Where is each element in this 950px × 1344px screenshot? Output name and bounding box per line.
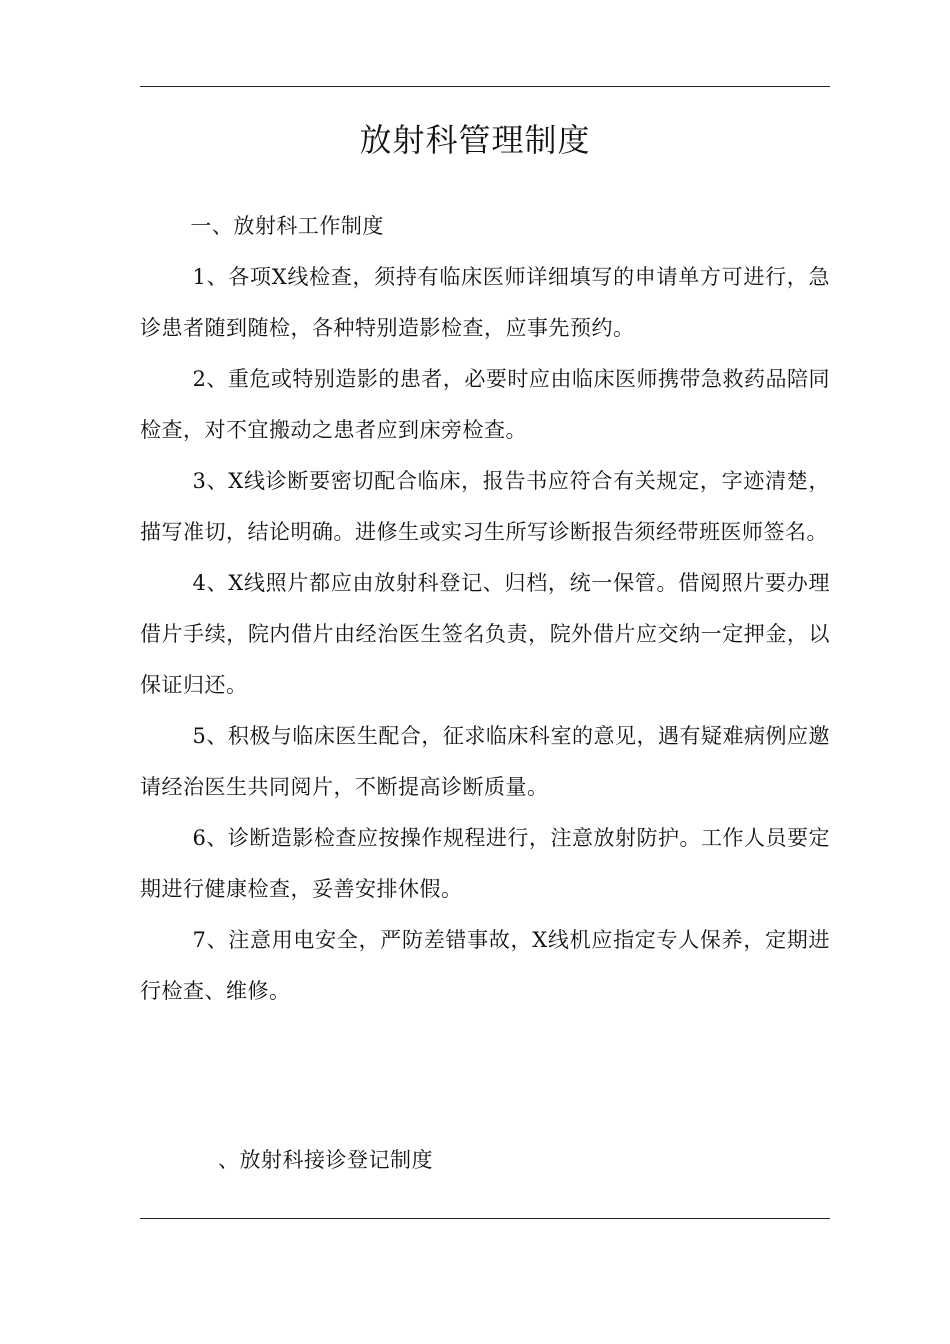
rule-item-1: 1、各项X线检查，须持有临床医师详细填写的申请单方可进行，急诊患者随到随检，各种特别造影检查，应事先预约。: [140, 265, 830, 340]
rule-item-4: 4、X线照片都应由放射科登记、归档，统一保管。借阅照片要办理借片手续，院内借片由经治医生签名负责，院外借片应交纳一定押金，以保证归还。: [140, 571, 830, 697]
footer-rule: [140, 1218, 830, 1219]
rule-item-7: 7、注意用电安全，严防差错事故，X线机应指定专人保养，定期进行检查、维修。: [140, 928, 830, 1003]
section-heading-2: 、放射科接诊登记制度: [218, 1148, 433, 1172]
rule-item-3: 3、X线诊断要密切配合临床，报告书应符合有关规定，字迹清楚，描写准切，结论明确。进修生或实习生所写诊断报告须经带班医师签名。: [140, 469, 830, 544]
rule-item-5: 5、积极与临床医生配合，征求临床科室的意见，遇有疑难病例应邀请经治医生共同阅片，不断提高诊断质量。: [140, 724, 830, 799]
page-title: 放射科管理制度: [359, 121, 591, 159]
rule-item-2: 2、重危或特别造影的患者，必要时应由临床医师携带急救药品陪同检查，对不宜搬动之患者应到床旁检查。: [140, 367, 830, 442]
rule-item-6: 6、诊断造影检查应按操作规程进行，注意放射防护。工作人员要定期进行健康检查，妥善安排休假。: [140, 826, 830, 901]
document-body: [140, 201, 830, 1017]
section-heading-1: 一、放射科工作制度: [190, 214, 384, 238]
header-rule: [140, 86, 830, 87]
